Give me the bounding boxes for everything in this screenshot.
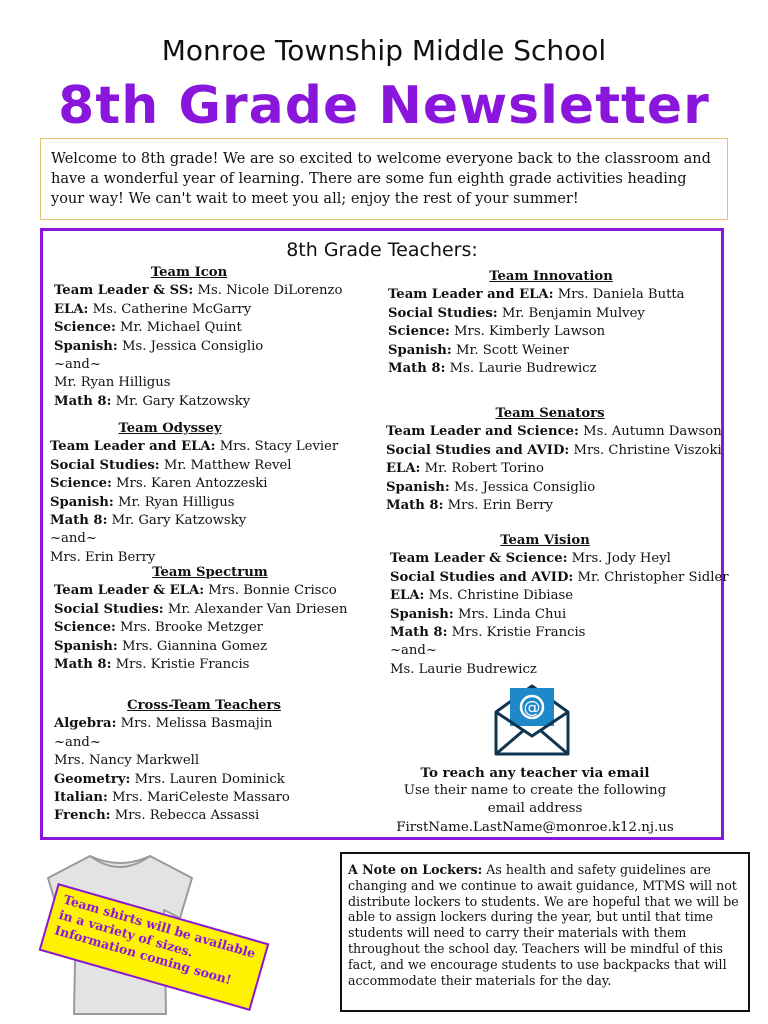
teacher-name: Mrs. Brooke Metzger — [115, 620, 263, 636]
teacher-line — [390, 569, 729, 587]
teacher-name: Ms. Nicole DiLorenzo — [193, 283, 343, 299]
teacher-name: Mrs. MariCeleste Massaro — [107, 790, 290, 806]
newsletter-title: 8th Grade Newsletter — [58, 76, 710, 136]
teacher-role: Math 8: — [54, 393, 112, 409]
team-name: Team Odyssey — [118, 421, 222, 436]
teacher-role: Spanish: — [390, 606, 454, 622]
teacher-role: Science: — [54, 320, 116, 336]
teacher-role: Team Leader and ELA: — [388, 287, 554, 303]
teacher-name: Ms. Catherine McGarry — [88, 301, 252, 317]
email-instructions — [380, 764, 690, 837]
teacher-line — [54, 601, 366, 619]
teacher-line — [54, 582, 366, 600]
teacher-name: Mr. Scott Weiner — [451, 342, 569, 358]
team-spectrum — [54, 564, 366, 674]
team-shirts-note: Team shirts will be available in a variety of sizes. Information coming soon! — [39, 883, 270, 1011]
teacher-line — [54, 715, 354, 733]
teacher-name: ~and~ — [390, 643, 437, 659]
teacher-line — [54, 752, 354, 770]
teacher-name: Mr. Christopher Sidler — [573, 569, 729, 585]
teacher-line — [54, 319, 342, 337]
teacher-line — [54, 656, 366, 674]
teacher-name: Mrs. Erin Berry — [443, 498, 554, 514]
teacher-role: Algebra: — [54, 716, 117, 732]
teacher-role: Math 8: — [390, 625, 448, 641]
teacher-role: Social Studies: — [54, 601, 164, 617]
teacher-name: Ms. Laurie Budrewicz — [390, 661, 537, 677]
teacher-line — [390, 661, 729, 679]
teacher-name: Mr. Gary Katzowsky — [107, 513, 247, 529]
teacher-line — [386, 423, 722, 441]
team-odyssey — [50, 420, 338, 567]
team-senators — [386, 405, 722, 515]
teacher-line — [50, 475, 338, 493]
teacher-name: Mrs. Kimberly Lawson — [449, 324, 606, 340]
svg-text:@: @ — [523, 698, 541, 718]
teacher-role: French: — [54, 808, 111, 824]
teacher-role: Geometry: — [54, 771, 131, 787]
teacher-name: Mrs. Christine Viszoki — [569, 442, 722, 458]
lockers-note — [340, 852, 750, 1012]
teacher-line — [388, 286, 714, 304]
teacher-name: Ms. Christine Dibiase — [424, 588, 574, 604]
teacher-name: Ms. Laurie Budrewicz — [445, 361, 597, 377]
teacher-name: Mr. Matthew Revel — [159, 457, 292, 473]
email-heading: To reach any teacher via email — [420, 765, 650, 781]
teacher-role: Math 8: — [386, 498, 444, 514]
teacher-name: Ms. Jessica Consiglio — [117, 338, 264, 354]
teacher-line — [388, 323, 714, 341]
teacher-name: ~and~ — [54, 357, 101, 373]
team-name: Team Senators — [495, 406, 605, 421]
teacher-role: Social Studies: — [388, 305, 498, 321]
teacher-name: Mrs. Karen Antozzeski — [111, 476, 268, 492]
teacher-line — [50, 494, 338, 512]
teacher-role: ELA: — [54, 301, 89, 317]
teacher-name: Mrs. Giannina Gomez — [117, 638, 268, 654]
team-icon — [54, 264, 342, 411]
teacher-line — [388, 360, 714, 378]
teacher-name: Mrs. Melissa Basmajin — [116, 716, 273, 732]
teacher-line — [54, 771, 354, 789]
teacher-line — [54, 338, 342, 356]
teacher-line — [390, 587, 729, 605]
teacher-role: Math 8: — [54, 657, 112, 673]
teacher-line — [386, 497, 722, 515]
teacher-role: Team Leader & SS: — [54, 283, 194, 299]
teacher-name: Mr. Robert Torino — [420, 461, 544, 477]
teacher-line — [390, 606, 729, 624]
teacher-role: Team Leader & ELA: — [54, 583, 205, 599]
teacher-line — [54, 374, 342, 392]
teacher-line — [390, 624, 729, 642]
teacher-line — [386, 479, 722, 497]
teacher-role: Math 8: — [50, 513, 108, 529]
teacher-name: Mr. Michael Quint — [115, 320, 242, 336]
teacher-line — [54, 789, 354, 807]
teacher-line — [54, 301, 342, 319]
teacher-line — [386, 442, 722, 460]
teacher-name: Mrs. Rebecca Assassi — [110, 808, 260, 824]
team-name: Team Innovation — [489, 269, 613, 284]
email-envelope-icon — [492, 678, 572, 758]
teacher-role: Social Studies and AVID: — [386, 442, 570, 458]
cross-team-teachers — [54, 697, 354, 826]
teacher-name: Ms. Autumn Dawson — [578, 424, 722, 440]
teacher-role: Spanish: — [388, 342, 452, 358]
teacher-line — [54, 638, 366, 656]
teacher-role: Science: — [54, 620, 116, 636]
email-format: FirstName.LastName@monroe.k12.nj.us — [396, 819, 674, 835]
teacher-role: Science: — [388, 324, 450, 340]
teacher-role: Spanish: — [386, 479, 450, 495]
lockers-label: A Note on Lockers: — [348, 862, 483, 877]
teacher-name: Mrs. Kristie Francis — [447, 625, 586, 641]
teacher-role: Social Studies: — [50, 457, 160, 473]
teacher-role: Spanish: — [54, 338, 118, 354]
teacher-name: Mr. Ryan Hilligus — [54, 375, 171, 391]
teacher-line — [54, 807, 354, 825]
teacher-name: Mrs. Nancy Markwell — [54, 753, 200, 769]
teacher-name: Mrs. Daniela Butta — [553, 287, 685, 303]
teacher-name: Mr. Alexander Van Driesen — [163, 601, 348, 617]
email-line-2: email address — [487, 801, 583, 817]
teacher-name: Mrs. Bonnie Crisco — [204, 583, 337, 599]
teacher-name: ~and~ — [50, 531, 97, 547]
teacher-role: Team Leader & Science: — [390, 551, 568, 567]
teacher-line — [54, 734, 354, 752]
teacher-line — [54, 356, 342, 374]
teacher-role: Social Studies and AVID: — [390, 569, 574, 585]
teacher-line — [50, 438, 338, 456]
teacher-name: Mrs. Erin Berry — [50, 549, 156, 565]
school-name: Monroe Township Middle School — [161, 34, 607, 67]
welcome-message: Welcome to 8th grade! We are so excited to welcome everyone back to the classroom and have a wonderful year of learning. There are some fun eighth grade activities heading your way! We can't wait to meet you all; enjoy the rest of your summer! — [40, 138, 728, 220]
teacher-role: Spanish: — [54, 638, 118, 654]
teacher-name: Mrs. Kristie Francis — [111, 657, 250, 673]
teacher-role: Team Leader and Science: — [386, 424, 579, 440]
teacher-line — [390, 550, 729, 568]
lockers-text: As health and safety guidelines are changing and we continue to await guidance, MTMS will not distribute lockers to students. We are hopeful that we will be able to assign lockers during the year, but until that time students will need to carry their materials with them throughout the school day. Teachers will be mindful of this fact, and we encourage students to use backpacks that will accommodate their materials for the day. — [348, 862, 739, 988]
teacher-line — [386, 460, 722, 478]
teacher-line — [388, 342, 714, 360]
teacher-line — [50, 512, 338, 530]
teacher-name: Mrs. Jody Heyl — [567, 551, 671, 567]
teacher-role: ELA: — [386, 461, 421, 477]
teachers-heading: 8th Grade Teachers: — [286, 239, 478, 261]
teacher-name: Ms. Jessica Consiglio — [449, 479, 596, 495]
teacher-line — [54, 619, 366, 637]
team-name: Team Icon — [150, 265, 228, 280]
team-name: Team Spectrum — [152, 565, 268, 580]
teacher-name: Mrs. Linda Chui — [453, 606, 567, 622]
teacher-name: Mr. Ryan Hilligus — [113, 494, 235, 510]
teacher-role: ELA: — [390, 588, 425, 604]
team-vision — [390, 532, 729, 679]
team-name: Team Vision — [500, 533, 590, 548]
teacher-role: Team Leader and ELA: — [50, 439, 216, 455]
teacher-line — [50, 530, 338, 548]
teacher-name: Mrs. Stacy Levier — [215, 439, 339, 455]
team-name: Cross-Team Teachers — [127, 698, 281, 713]
teacher-role: Italian: — [54, 790, 108, 806]
teacher-role: Math 8: — [388, 361, 446, 377]
teacher-line — [54, 282, 342, 300]
teacher-name: Mr. Benjamin Mulvey — [497, 305, 645, 321]
teacher-line — [390, 642, 729, 660]
teacher-name: Mrs. Lauren Dominick — [130, 771, 285, 787]
teacher-role: Science: — [50, 476, 112, 492]
teacher-name: Mr. Gary Katzowsky — [111, 393, 251, 409]
teacher-line — [50, 457, 338, 475]
teacher-line — [54, 393, 342, 411]
teacher-line — [388, 305, 714, 323]
email-line-1: Use their name to create the following — [403, 783, 667, 799]
teacher-name: ~and~ — [54, 734, 101, 750]
team-innovation — [388, 268, 714, 378]
teacher-role: Spanish: — [50, 494, 114, 510]
